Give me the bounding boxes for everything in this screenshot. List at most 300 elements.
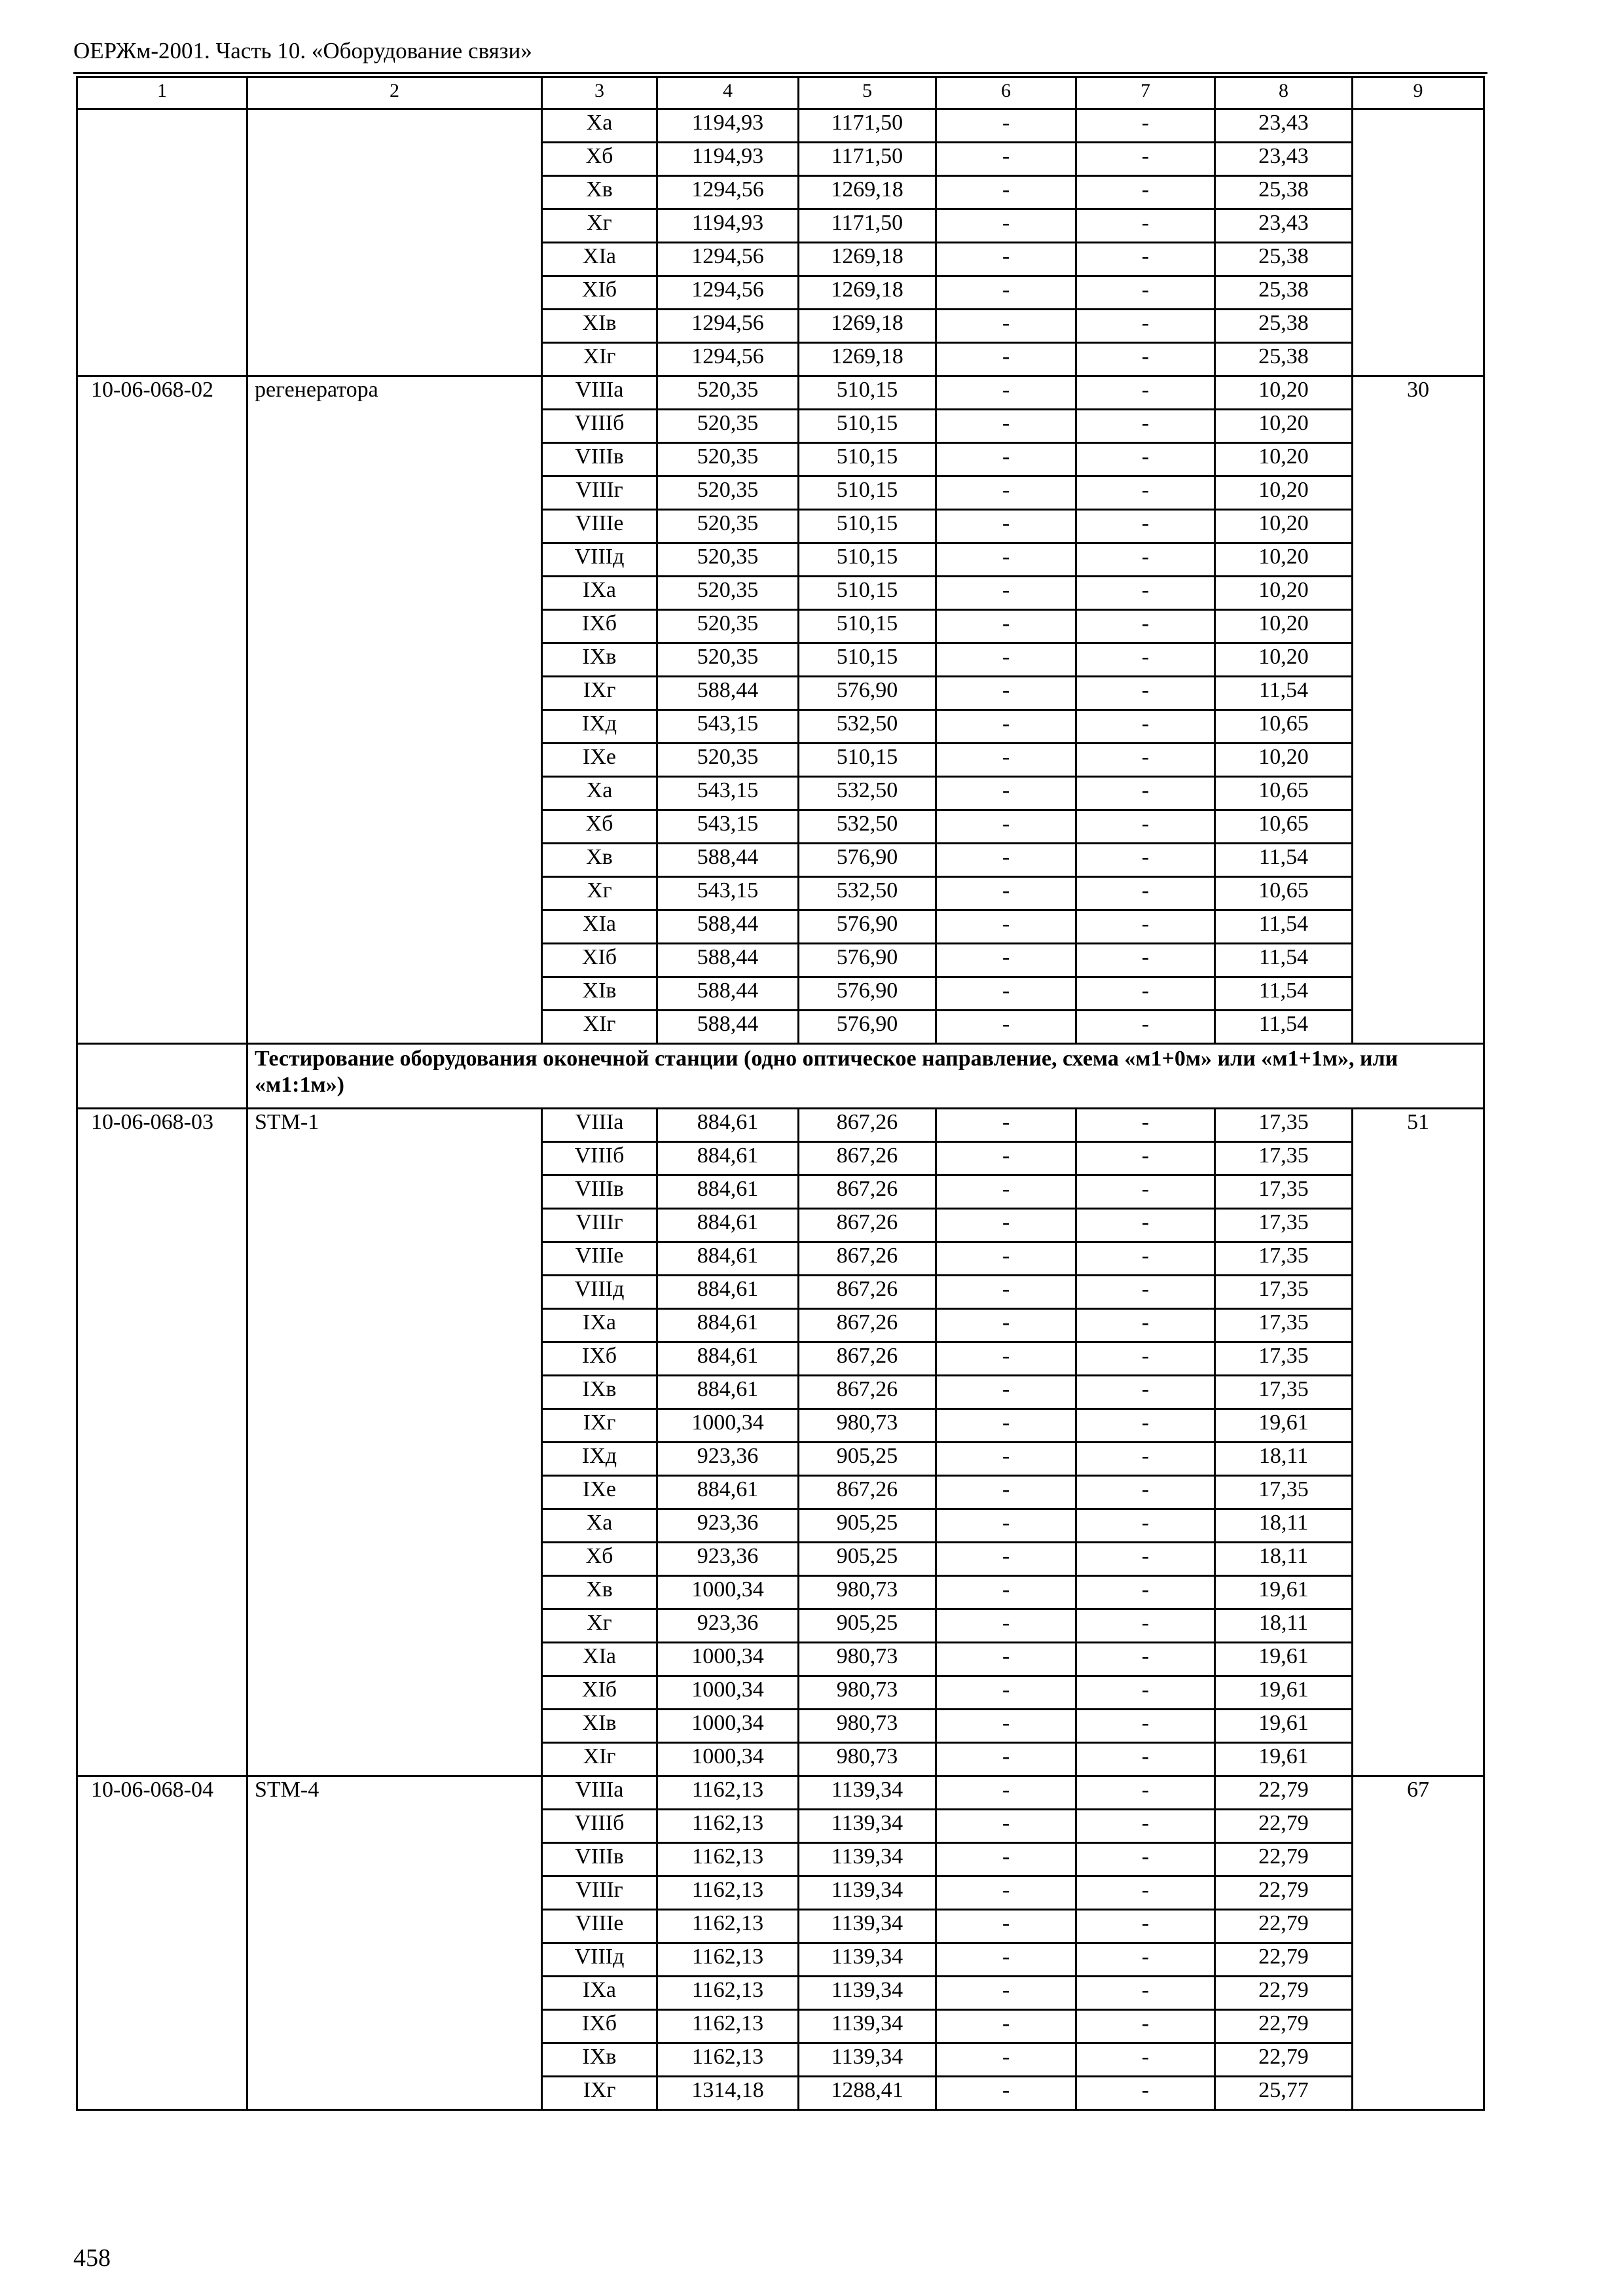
column-number-row <box>77 77 1484 109</box>
wage-cell: 1269,18 <box>799 243 936 276</box>
zone-cell: VIIIа <box>542 376 657 410</box>
wage-cell: 532,50 <box>799 710 936 744</box>
machine-cost-cell: - <box>936 577 1076 610</box>
total-cost-cell: 884,61 <box>657 1242 799 1276</box>
machine-cost-cell: - <box>936 1977 1076 2010</box>
machine-cost-cell: - <box>936 1376 1076 1409</box>
machine-cost-cell: - <box>936 877 1076 910</box>
machine-cost-cell: - <box>936 643 1076 677</box>
driver-wage-cell: - <box>1076 777 1215 810</box>
zone-cell: XIб <box>542 944 657 977</box>
driver-wage-cell: - <box>1076 744 1215 777</box>
machine-cost-cell: - <box>936 1543 1076 1576</box>
zone-cell: XIг <box>542 343 657 376</box>
materials-cell: 22,79 <box>1215 1943 1353 1977</box>
total-cost-cell: 520,35 <box>657 443 799 476</box>
wage-cell: 867,26 <box>799 1109 936 1142</box>
total-cost-cell: 923,36 <box>657 1443 799 1476</box>
page-number: 458 <box>73 2244 111 2272</box>
driver-wage-cell: - <box>1076 1476 1215 1509</box>
materials-cell: 17,35 <box>1215 1276 1353 1309</box>
driver-wage-cell: - <box>1076 1543 1215 1576</box>
machine-cost-cell: - <box>936 944 1076 977</box>
wage-cell: 576,90 <box>799 1011 936 1044</box>
machine-cost-cell: - <box>936 2077 1076 2110</box>
zone-cell: Xб <box>542 1543 657 1576</box>
table-row <box>77 1109 1484 1142</box>
driver-wage-cell: - <box>1076 143 1215 176</box>
materials-cell: 10,20 <box>1215 744 1353 777</box>
machine-cost-cell: - <box>936 1576 1076 1609</box>
labor-cost-cell: 67 <box>1353 1776 1484 2110</box>
wage-cell: 1139,34 <box>799 1810 936 1843</box>
column-number-cell: 4 <box>657 77 799 109</box>
driver-wage-cell: - <box>1076 243 1215 276</box>
total-cost-cell: 1294,56 <box>657 276 799 310</box>
materials-cell: 19,61 <box>1215 1576 1353 1609</box>
materials-cell: 10,65 <box>1215 777 1353 810</box>
machine-cost-cell: - <box>936 1509 1076 1543</box>
driver-wage-cell: - <box>1076 1175 1215 1209</box>
total-cost-cell: 588,44 <box>657 1011 799 1044</box>
driver-wage-cell: - <box>1076 376 1215 410</box>
materials-cell: 17,35 <box>1215 1142 1353 1175</box>
wage-cell: 1139,34 <box>799 2010 936 2043</box>
wage-cell: 1139,34 <box>799 1876 936 1910</box>
zone-cell: XIа <box>542 910 657 944</box>
total-cost-cell: 923,36 <box>657 1509 799 1543</box>
zone-cell: IXа <box>542 1309 657 1342</box>
materials-cell: 11,54 <box>1215 910 1353 944</box>
zone-cell: IXд <box>542 710 657 744</box>
machine-cost-cell: - <box>936 2043 1076 2077</box>
zone-cell: VIIIе <box>542 1910 657 1943</box>
rate-name-cell: STM-4 <box>247 1776 542 2110</box>
total-cost-cell: 520,35 <box>657 643 799 677</box>
materials-cell: 19,61 <box>1215 1710 1353 1743</box>
total-cost-cell: 1000,34 <box>657 1643 799 1676</box>
materials-cell: 19,61 <box>1215 1409 1353 1443</box>
driver-wage-cell: - <box>1076 1776 1215 1810</box>
materials-cell: 17,35 <box>1215 1309 1353 1342</box>
zone-cell: XIв <box>542 310 657 343</box>
wage-cell: 576,90 <box>799 677 936 710</box>
total-cost-cell: 520,35 <box>657 510 799 543</box>
machine-cost-cell: - <box>936 844 1076 877</box>
zone-cell: IXб <box>542 610 657 643</box>
machine-cost-cell: - <box>936 209 1076 243</box>
zone-cell: VIIIг <box>542 476 657 510</box>
wage-cell: 510,15 <box>799 610 936 643</box>
materials-cell: 10,20 <box>1215 476 1353 510</box>
materials-cell: 22,79 <box>1215 1910 1353 1943</box>
machine-cost-cell: - <box>936 1175 1076 1209</box>
zone-cell: IXе <box>542 1476 657 1509</box>
machine-cost-cell: - <box>936 543 1076 577</box>
wage-cell: 1139,34 <box>799 1910 936 1943</box>
column-number-cell: 2 <box>247 77 542 109</box>
machine-cost-cell: - <box>936 1876 1076 1910</box>
zone-cell: IXб <box>542 2010 657 2043</box>
machine-cost-cell: - <box>936 410 1076 443</box>
machine-cost-cell: - <box>936 1443 1076 1476</box>
machine-cost-cell: - <box>936 1676 1076 1710</box>
total-cost-cell: 543,15 <box>657 710 799 744</box>
machine-cost-cell: - <box>936 744 1076 777</box>
driver-wage-cell: - <box>1076 310 1215 343</box>
machine-cost-cell: - <box>936 476 1076 510</box>
driver-wage-cell: - <box>1076 2043 1215 2077</box>
materials-cell: 10,20 <box>1215 577 1353 610</box>
machine-cost-cell: - <box>936 910 1076 944</box>
zone-cell: Xб <box>542 810 657 844</box>
driver-wage-cell: - <box>1076 677 1215 710</box>
machine-cost-cell: - <box>936 1743 1076 1776</box>
total-cost-cell: 1000,34 <box>657 1743 799 1776</box>
total-cost-cell: 1162,13 <box>657 1810 799 1843</box>
wage-cell: 980,73 <box>799 1743 936 1776</box>
total-cost-cell: 543,15 <box>657 777 799 810</box>
machine-cost-cell: - <box>936 510 1076 543</box>
machine-cost-cell: - <box>936 310 1076 343</box>
driver-wage-cell: - <box>1076 810 1215 844</box>
driver-wage-cell: - <box>1076 543 1215 577</box>
total-cost-cell: 520,35 <box>657 543 799 577</box>
column-number-cell: 6 <box>936 77 1076 109</box>
machine-cost-cell: - <box>936 1643 1076 1676</box>
total-cost-cell: 1294,56 <box>657 176 799 209</box>
wage-cell: 1269,18 <box>799 310 936 343</box>
driver-wage-cell: - <box>1076 944 1215 977</box>
wage-cell: 510,15 <box>799 510 936 543</box>
wage-cell: 532,50 <box>799 777 936 810</box>
driver-wage-cell: - <box>1076 410 1215 443</box>
materials-cell: 19,61 <box>1215 1676 1353 1710</box>
wage-cell: 576,90 <box>799 910 936 944</box>
zone-cell: VIIIб <box>542 410 657 443</box>
driver-wage-cell: - <box>1076 276 1215 310</box>
driver-wage-cell: - <box>1076 1509 1215 1543</box>
driver-wage-cell: - <box>1076 877 1215 910</box>
driver-wage-cell: - <box>1076 1743 1215 1776</box>
materials-cell: 23,43 <box>1215 109 1353 143</box>
machine-cost-cell: - <box>936 1409 1076 1443</box>
zone-cell: Xа <box>542 777 657 810</box>
materials-cell: 17,35 <box>1215 1342 1353 1376</box>
zone-cell: XIв <box>542 1710 657 1743</box>
wage-cell: 867,26 <box>799 1175 936 1209</box>
zone-cell: XIб <box>542 1676 657 1710</box>
machine-cost-cell: - <box>936 1910 1076 1943</box>
total-cost-cell: 923,36 <box>657 1609 799 1643</box>
wage-cell: 532,50 <box>799 877 936 910</box>
zone-cell: Xг <box>542 1609 657 1643</box>
machine-cost-cell: - <box>936 610 1076 643</box>
materials-cell: 22,79 <box>1215 1810 1353 1843</box>
wage-cell: 510,15 <box>799 543 936 577</box>
wage-cell: 1139,34 <box>799 1843 936 1876</box>
machine-cost-cell: - <box>936 1342 1076 1376</box>
zone-cell: IXг <box>542 677 657 710</box>
zone-cell: IXг <box>542 2077 657 2110</box>
materials-cell: 22,79 <box>1215 1977 1353 2010</box>
zone-cell: VIIIе <box>542 1242 657 1276</box>
materials-cell: 18,11 <box>1215 1543 1353 1576</box>
materials-cell: 10,20 <box>1215 610 1353 643</box>
machine-cost-cell: - <box>936 343 1076 376</box>
materials-cell: 11,54 <box>1215 977 1353 1011</box>
total-cost-cell: 1162,13 <box>657 1910 799 1943</box>
total-cost-cell: 884,61 <box>657 1476 799 1509</box>
machine-cost-cell: - <box>936 1776 1076 1810</box>
machine-cost-cell: - <box>936 1276 1076 1309</box>
wage-cell: 510,15 <box>799 410 936 443</box>
materials-cell: 25,77 <box>1215 2077 1353 2110</box>
wage-cell: 510,15 <box>799 744 936 777</box>
total-cost-cell: 1194,93 <box>657 209 799 243</box>
zone-cell: VIIIб <box>542 1810 657 1843</box>
materials-cell: 25,38 <box>1215 276 1353 310</box>
driver-wage-cell: - <box>1076 910 1215 944</box>
wage-cell: 867,26 <box>799 1276 936 1309</box>
machine-cost-cell: - <box>936 2010 1076 2043</box>
total-cost-cell: 588,44 <box>657 844 799 877</box>
zone-cell: Xб <box>542 143 657 176</box>
materials-cell: 23,43 <box>1215 143 1353 176</box>
driver-wage-cell: - <box>1076 1710 1215 1743</box>
zone-cell: VIIIд <box>542 1943 657 1977</box>
driver-wage-cell: - <box>1076 1011 1215 1044</box>
machine-cost-cell: - <box>936 1843 1076 1876</box>
machine-cost-cell: - <box>936 1142 1076 1175</box>
wage-cell: 905,25 <box>799 1443 936 1476</box>
materials-cell: 19,61 <box>1215 1643 1353 1676</box>
wage-cell: 867,26 <box>799 1309 936 1342</box>
wage-cell: 1269,18 <box>799 276 936 310</box>
driver-wage-cell: - <box>1076 1142 1215 1175</box>
rate-name-cell <box>247 109 542 376</box>
machine-cost-cell: - <box>936 710 1076 744</box>
total-cost-cell: 520,35 <box>657 376 799 410</box>
materials-cell: 10,65 <box>1215 710 1353 744</box>
total-cost-cell: 1000,34 <box>657 1409 799 1443</box>
materials-cell: 11,54 <box>1215 944 1353 977</box>
driver-wage-cell: - <box>1076 1409 1215 1443</box>
zone-cell: VIIIг <box>542 1876 657 1910</box>
zone-cell: VIIIв <box>542 1843 657 1876</box>
wage-cell: 980,73 <box>799 1409 936 1443</box>
driver-wage-cell: - <box>1076 1876 1215 1910</box>
driver-wage-cell: - <box>1076 1443 1215 1476</box>
zone-cell: VIIIв <box>542 443 657 476</box>
materials-cell: 22,79 <box>1215 2043 1353 2077</box>
zone-cell: IXд <box>542 1443 657 1476</box>
materials-cell: 17,35 <box>1215 1209 1353 1242</box>
rate-code-cell <box>77 109 247 376</box>
driver-wage-cell: - <box>1076 1376 1215 1409</box>
page-header-title: ОЕРЖм-2001. Часть 10. «Оборудование связи» <box>73 38 532 63</box>
wage-cell: 532,50 <box>799 810 936 844</box>
zone-cell: IXв <box>542 1376 657 1409</box>
total-cost-cell: 1162,13 <box>657 1876 799 1910</box>
zone-cell: Xв <box>542 1576 657 1609</box>
wage-cell: 867,26 <box>799 1142 936 1175</box>
wage-cell: 1139,34 <box>799 1977 936 2010</box>
materials-cell: 17,35 <box>1215 1476 1353 1509</box>
driver-wage-cell: - <box>1076 1977 1215 2010</box>
materials-cell: 11,54 <box>1215 1011 1353 1044</box>
driver-wage-cell: - <box>1076 1309 1215 1342</box>
machine-cost-cell: - <box>936 1476 1076 1509</box>
wage-cell: 576,90 <box>799 977 936 1011</box>
driver-wage-cell: - <box>1076 176 1215 209</box>
materials-cell: 25,38 <box>1215 310 1353 343</box>
wage-cell: 510,15 <box>799 443 936 476</box>
zone-cell: VIIIа <box>542 1776 657 1810</box>
wage-cell: 510,15 <box>799 643 936 677</box>
total-cost-cell: 520,35 <box>657 744 799 777</box>
wage-cell: 1139,34 <box>799 1943 936 1977</box>
materials-cell: 17,35 <box>1215 1242 1353 1276</box>
driver-wage-cell: - <box>1076 1209 1215 1242</box>
machine-cost-cell: - <box>936 1710 1076 1743</box>
wage-cell: 576,90 <box>799 844 936 877</box>
materials-cell: 10,20 <box>1215 543 1353 577</box>
driver-wage-cell: - <box>1076 1609 1215 1643</box>
machine-cost-cell: - <box>936 810 1076 844</box>
materials-cell: 10,65 <box>1215 810 1353 844</box>
total-cost-cell: 588,44 <box>657 944 799 977</box>
machine-cost-cell: - <box>936 1011 1076 1044</box>
wage-cell: 867,26 <box>799 1342 936 1376</box>
machine-cost-cell: - <box>936 977 1076 1011</box>
zone-cell: XIа <box>542 243 657 276</box>
materials-cell: 25,38 <box>1215 243 1353 276</box>
driver-wage-cell: - <box>1076 109 1215 143</box>
zone-cell: IXв <box>542 2043 657 2077</box>
rate-code-cell: 10-06-068-02 <box>77 376 247 1044</box>
machine-cost-cell: - <box>936 143 1076 176</box>
machine-cost-cell: - <box>936 276 1076 310</box>
machine-cost-cell: - <box>936 176 1076 209</box>
total-cost-cell: 1294,56 <box>657 343 799 376</box>
total-cost-cell: 1162,13 <box>657 1977 799 2010</box>
wage-cell: 1139,34 <box>799 1776 936 1810</box>
zone-cell: IXг <box>542 1409 657 1443</box>
driver-wage-cell: - <box>1076 1810 1215 1843</box>
driver-wage-cell: - <box>1076 1943 1215 1977</box>
total-cost-cell: 884,61 <box>657 1342 799 1376</box>
machine-cost-cell: - <box>936 1109 1076 1142</box>
driver-wage-cell: - <box>1076 1109 1215 1142</box>
header-rule <box>73 72 1487 74</box>
driver-wage-cell: - <box>1076 2077 1215 2110</box>
materials-cell: 10,20 <box>1215 643 1353 677</box>
materials-cell: 17,35 <box>1215 1175 1353 1209</box>
materials-cell: 25,38 <box>1215 343 1353 376</box>
total-cost-cell: 884,61 <box>657 1209 799 1242</box>
total-cost-cell: 1162,13 <box>657 1943 799 1977</box>
wage-cell: 576,90 <box>799 944 936 977</box>
wage-cell: 1269,18 <box>799 176 936 209</box>
total-cost-cell: 884,61 <box>657 1109 799 1142</box>
total-cost-cell: 588,44 <box>657 910 799 944</box>
zone-cell: XIв <box>542 977 657 1011</box>
driver-wage-cell: - <box>1076 476 1215 510</box>
wage-cell: 867,26 <box>799 1242 936 1276</box>
total-cost-cell: 884,61 <box>657 1175 799 1209</box>
machine-cost-cell: - <box>936 1609 1076 1643</box>
driver-wage-cell: - <box>1076 977 1215 1011</box>
materials-cell: 10,20 <box>1215 410 1353 443</box>
materials-cell: 10,20 <box>1215 510 1353 543</box>
materials-cell: 18,11 <box>1215 1443 1353 1476</box>
column-number-cell: 5 <box>799 77 936 109</box>
wage-cell: 867,26 <box>799 1376 936 1409</box>
labor-cost-cell <box>1353 109 1484 376</box>
materials-cell: 18,11 <box>1215 1609 1353 1643</box>
column-number-cell: 7 <box>1076 77 1215 109</box>
total-cost-cell: 1162,13 <box>657 1776 799 1810</box>
machine-cost-cell: - <box>936 443 1076 476</box>
total-cost-cell: 1314,18 <box>657 2077 799 2110</box>
total-cost-cell: 520,35 <box>657 610 799 643</box>
wage-cell: 510,15 <box>799 376 936 410</box>
wage-cell: 1139,34 <box>799 2043 936 2077</box>
wage-cell: 1171,50 <box>799 143 936 176</box>
table-row <box>77 109 1484 143</box>
materials-cell: 25,38 <box>1215 176 1353 209</box>
table-row <box>77 376 1484 410</box>
driver-wage-cell: - <box>1076 1910 1215 1943</box>
zone-cell: Xа <box>542 1509 657 1543</box>
driver-wage-cell: - <box>1076 1242 1215 1276</box>
zone-cell: VIIIб <box>542 1142 657 1175</box>
total-cost-cell: 884,61 <box>657 1376 799 1409</box>
rate-code-cell: 10-06-068-03 <box>77 1109 247 1776</box>
total-cost-cell: 1162,13 <box>657 1843 799 1876</box>
zone-cell: Xа <box>542 109 657 143</box>
total-cost-cell: 1162,13 <box>657 2043 799 2077</box>
rate-code-cell: 10-06-068-04 <box>77 1776 247 2110</box>
driver-wage-cell: - <box>1076 1276 1215 1309</box>
total-cost-cell: 923,36 <box>657 1543 799 1576</box>
labor-cost-cell: 51 <box>1353 1109 1484 1776</box>
total-cost-cell: 884,61 <box>657 1142 799 1175</box>
total-cost-cell: 884,61 <box>657 1276 799 1309</box>
machine-cost-cell: - <box>936 677 1076 710</box>
driver-wage-cell: - <box>1076 209 1215 243</box>
zone-cell: Xв <box>542 844 657 877</box>
zone-cell: IXа <box>542 577 657 610</box>
section-title: Тестирование оборудования оконечной станции (одно оптическое направление, схема «м1+0м» или «м1+1м», или «м1:1м») <box>247 1044 1484 1109</box>
total-cost-cell: 520,35 <box>657 577 799 610</box>
zone-cell: VIIIд <box>542 543 657 577</box>
section-header-row <box>77 1044 1484 1109</box>
wage-cell: 1171,50 <box>799 209 936 243</box>
total-cost-cell: 588,44 <box>657 677 799 710</box>
wage-cell: 1269,18 <box>799 343 936 376</box>
zone-cell: IXа <box>542 1977 657 2010</box>
materials-cell: 22,79 <box>1215 1776 1353 1810</box>
wage-cell: 1171,50 <box>799 109 936 143</box>
wage-cell: 980,73 <box>799 1643 936 1676</box>
zone-cell: VIIIв <box>542 1175 657 1209</box>
materials-cell: 17,35 <box>1215 1109 1353 1142</box>
wage-cell: 905,25 <box>799 1609 936 1643</box>
wage-cell: 867,26 <box>799 1209 936 1242</box>
total-cost-cell: 520,35 <box>657 476 799 510</box>
